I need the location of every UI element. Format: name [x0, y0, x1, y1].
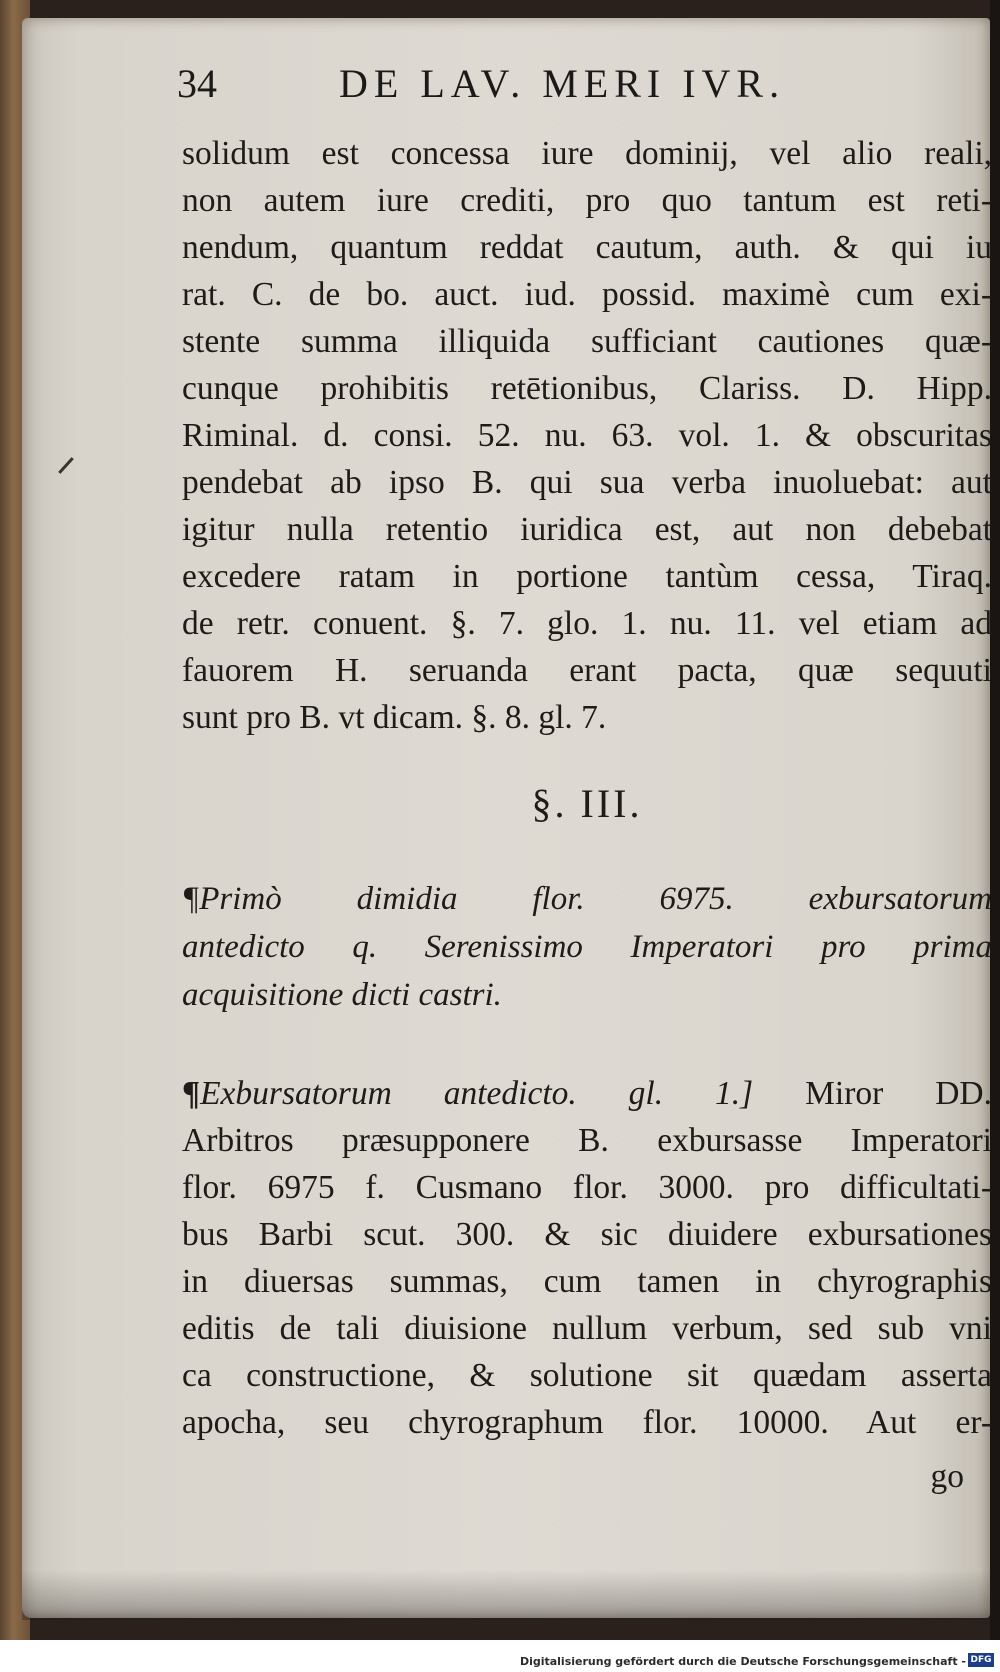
catchword: go: [930, 1458, 964, 1495]
text-line: ca constructione, & solutione sit quædam asserta: [182, 1357, 992, 1394]
text-line: apocha, seu chyrographum flor. 10000. Aut er-: [182, 1404, 992, 1441]
dfg-logo: DFG: [968, 1653, 994, 1667]
text-line: nendum, quantum reddat cautum, auth. & qui iu: [182, 229, 992, 266]
text-line: igitur nulla retentio iuridica est, aut non debebat: [182, 511, 992, 548]
section-heading: §. III.: [531, 781, 643, 826]
commentary-paragraph: [182, 1070, 992, 1446]
text-line: de retr. conuent. §. 7. glo. 1. nu. 11. vel etiam ad: [182, 605, 992, 642]
lemma-comment: Miror DD.: [753, 1075, 992, 1112]
pilcrow-mark: ¶: [182, 1075, 201, 1112]
text-line: bus Barbi scut. 300. & sic diuidere exbursationes: [182, 1216, 992, 1253]
text-line: Arbitros præsupponere B. exbursasse Imperatori: [182, 1122, 992, 1159]
text-line: fauorem H. seruanda erant pacta, quæ sequuti: [182, 652, 992, 689]
text-line: sunt pro B. vt dicam. §. 8. gl. 7.: [182, 699, 607, 736]
page-bottom-shadow: [22, 1570, 990, 1620]
book-page: [22, 18, 990, 1618]
text-line: solidum est concessa iure dominij, vel alio reali,: [182, 135, 992, 172]
paragraph-1: [182, 130, 992, 741]
text-line: flor. 6975 f. Cusmano flor. 3000. pro difficultati-: [182, 1169, 992, 1206]
commentary-first-line: [182, 1070, 992, 1117]
digitization-credit: Digitalisierung gefördert durch die Deutsche Forschungsgemeinschaft -: [519, 1655, 966, 1668]
lemma: Exbursatorum antedicto. gl. 1.]: [200, 1075, 754, 1112]
text-line: in diuersas summas, cum tamen in chyrographis: [182, 1263, 992, 1300]
text-line: antedicto q. Serenissimo Imperatori pro prima: [182, 929, 992, 965]
text-line: Riminal. d. consi. 52. nu. 63. vol. 1. & obscuritas: [182, 417, 992, 454]
page-number: 34: [177, 61, 217, 106]
italic-paragraph: [182, 875, 992, 1019]
text-line: rat. C. de bo. auct. iud. possid. maximè cum exi-: [182, 276, 992, 313]
text-line: pendebat ab ipso B. qui sua verba inuoluebat: aut: [182, 464, 992, 501]
text-line: stente summa illiquida sufficiant cautiones quæ-: [182, 323, 992, 360]
text-line: excedere ratam in portione tantùm cessa, Tiraq.: [182, 558, 992, 595]
text-line: cunque prohibitis retētionibus, Clariss. D. Hipp.: [182, 370, 992, 407]
text-line: ¶Primò dimidia flor. 6975. exbursatorum: [182, 881, 992, 917]
running-title: DE LAV. MERI IVR.: [339, 61, 786, 106]
text-line: non autem iure crediti, pro quo tantum est reti-: [182, 182, 992, 219]
main-text: [182, 130, 992, 1441]
marginal-pen-mark: [58, 457, 74, 474]
text-line: acquisitione dicti castri.: [182, 977, 502, 1013]
text-line: editis de tali diuisione nullum verbum, sed sub vni: [182, 1310, 992, 1347]
page-header: [177, 60, 997, 120]
